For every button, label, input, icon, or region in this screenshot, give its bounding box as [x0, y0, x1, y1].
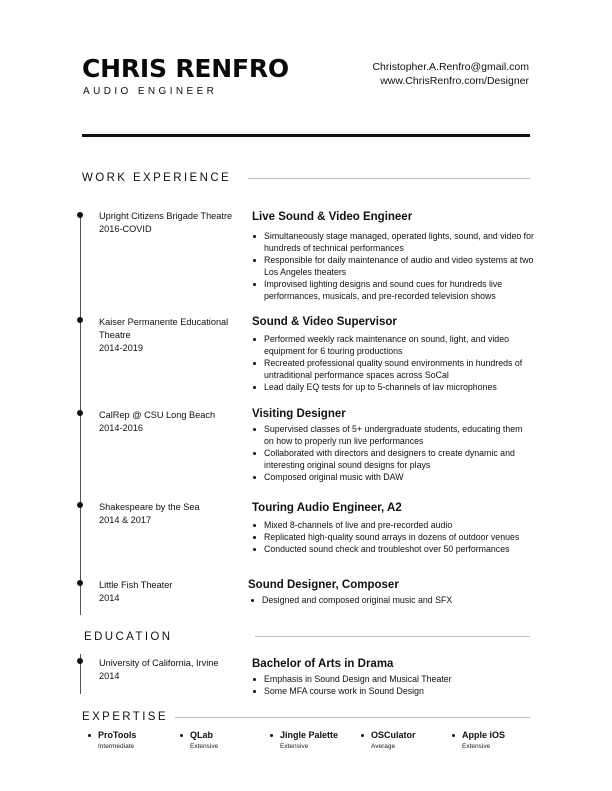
job-organization: Little Fish Theater — [99, 580, 173, 590]
bullet-item: Collaborated with directors and designers to create dynamic and interesting original sound designs for plays — [252, 447, 534, 471]
job-organization: Kaiser Permanente Educational Theatre — [99, 317, 229, 340]
section-title-expertise: EXPERTISE — [82, 711, 168, 723]
skill-level: Extensive — [462, 743, 491, 750]
skill-level: Average — [371, 743, 396, 750]
job-dates: 2014 — [99, 593, 120, 603]
job-bullets — [250, 594, 532, 606]
bullet-item: Emphasis in Sound Design and Musical Theater — [252, 673, 534, 685]
bullet-item: Responsible for daily maintenance of audio and video systems at two Los Angeles theaters — [252, 254, 534, 278]
job-place — [99, 579, 239, 605]
education-dates: 2014 — [99, 671, 120, 681]
skill-level: Extensive — [280, 743, 309, 750]
website-link[interactable]: www.ChrisRenfro.com/Designer — [380, 75, 529, 87]
skill-item — [88, 730, 136, 750]
education-place — [99, 657, 239, 683]
bullet-item: Some MFA course work in Sound Design — [252, 685, 534, 697]
education-institution: University of California, Irvine — [99, 658, 219, 668]
bullet-item: Supervised classes of 5+ undergraduate students, educating them on how to properly run live performances — [252, 423, 534, 447]
candidate-role: AUDIO ENGINEER — [83, 86, 218, 97]
section-divider-education — [255, 636, 530, 637]
skill-name: ProTools — [88, 730, 136, 740]
bullet-item: Improvised lighting designs and sound cues for hundreds live performances, musicals, and pre-recorded television shows — [252, 278, 534, 302]
timeline-dot — [77, 410, 83, 416]
section-title-work: WORK EXPERIENCE — [82, 172, 232, 184]
bullet-item: Composed original music with DAW — [252, 471, 534, 483]
bullet-item: Designed and composed original music and SFX — [250, 594, 532, 606]
job-place — [99, 316, 239, 355]
email-link[interactable]: Christopher.A.Renfro@gmail.com — [372, 61, 529, 73]
skill-item — [180, 730, 218, 750]
bullet-item: Performed weekly rack maintenance on sound, light, and video equipment for 6 touring productions — [252, 333, 534, 357]
skill-item — [452, 730, 505, 750]
bullet-item: Mixed 8-channels of live and pre-recorded audio — [252, 519, 534, 531]
section-title-education: EDUCATION — [84, 631, 173, 643]
job-title: Live Sound & Video Engineer — [252, 211, 413, 223]
job-dates: 2014 & 2017 — [99, 515, 152, 525]
section-divider-expertise — [175, 717, 530, 718]
job-title: Visiting Designer — [252, 408, 346, 420]
job-organization: CalRep @ CSU Long Beach — [99, 410, 216, 420]
job-dates: 2016-COVID — [99, 224, 152, 234]
candidate-name: CHRIS RENFRO — [82, 54, 289, 83]
skill-name: OSCulator — [361, 730, 416, 740]
timeline-dot — [77, 502, 83, 508]
job-place — [99, 210, 239, 236]
skill-level: Intermediate — [98, 743, 135, 750]
education-bullets — [252, 673, 534, 697]
section-divider-work — [248, 178, 530, 179]
degree-title: Bachelor of Arts in Drama — [252, 658, 394, 670]
job-bullets — [252, 519, 534, 555]
job-bullets — [252, 423, 534, 483]
job-organization: Upright Citizens Brigade Theatre — [99, 211, 233, 221]
job-title: Sound Designer, Composer — [248, 579, 399, 591]
timeline-dot — [77, 580, 83, 586]
skill-name: QLab — [180, 730, 218, 740]
bullet-item: Replicated high-quality sound arrays in dozens of outdoor venues — [252, 531, 534, 543]
job-title: Touring Audio Engineer, A2 — [252, 502, 402, 514]
header-divider — [82, 134, 530, 137]
contact-block — [372, 60, 529, 88]
job-place — [99, 501, 239, 527]
skill-name: Jingle Palette — [270, 730, 338, 740]
job-dates: 2014-2016 — [99, 423, 143, 433]
job-organization: Shakespeare by the Sea — [99, 502, 200, 512]
job-place — [99, 409, 239, 435]
bullet-item: Recreated professional quality sound environments in hundreds of untraditional performance spaces across SoCal — [252, 357, 534, 381]
skill-item — [270, 730, 338, 750]
timeline-dot — [77, 658, 83, 664]
timeline-dot — [77, 317, 83, 323]
skill-level: Extensive — [190, 743, 219, 750]
skill-name: Apple iOS — [452, 730, 505, 740]
job-dates: 2014-2019 — [99, 343, 143, 353]
timeline-dot — [77, 212, 83, 218]
skill-item — [361, 730, 416, 750]
bullet-item: Lead daily EQ tests for up to 5-channels of lav microphones — [252, 381, 534, 393]
bullet-item: Conducted sound check and troubleshot over 50 performances — [252, 543, 534, 555]
job-bullets — [252, 333, 534, 393]
job-bullets — [252, 230, 534, 302]
job-title: Sound & Video Supervisor — [252, 316, 397, 328]
bullet-item: Simultaneously stage managed, operated lights, sound, and video for hundreds of technical performances — [252, 230, 534, 254]
